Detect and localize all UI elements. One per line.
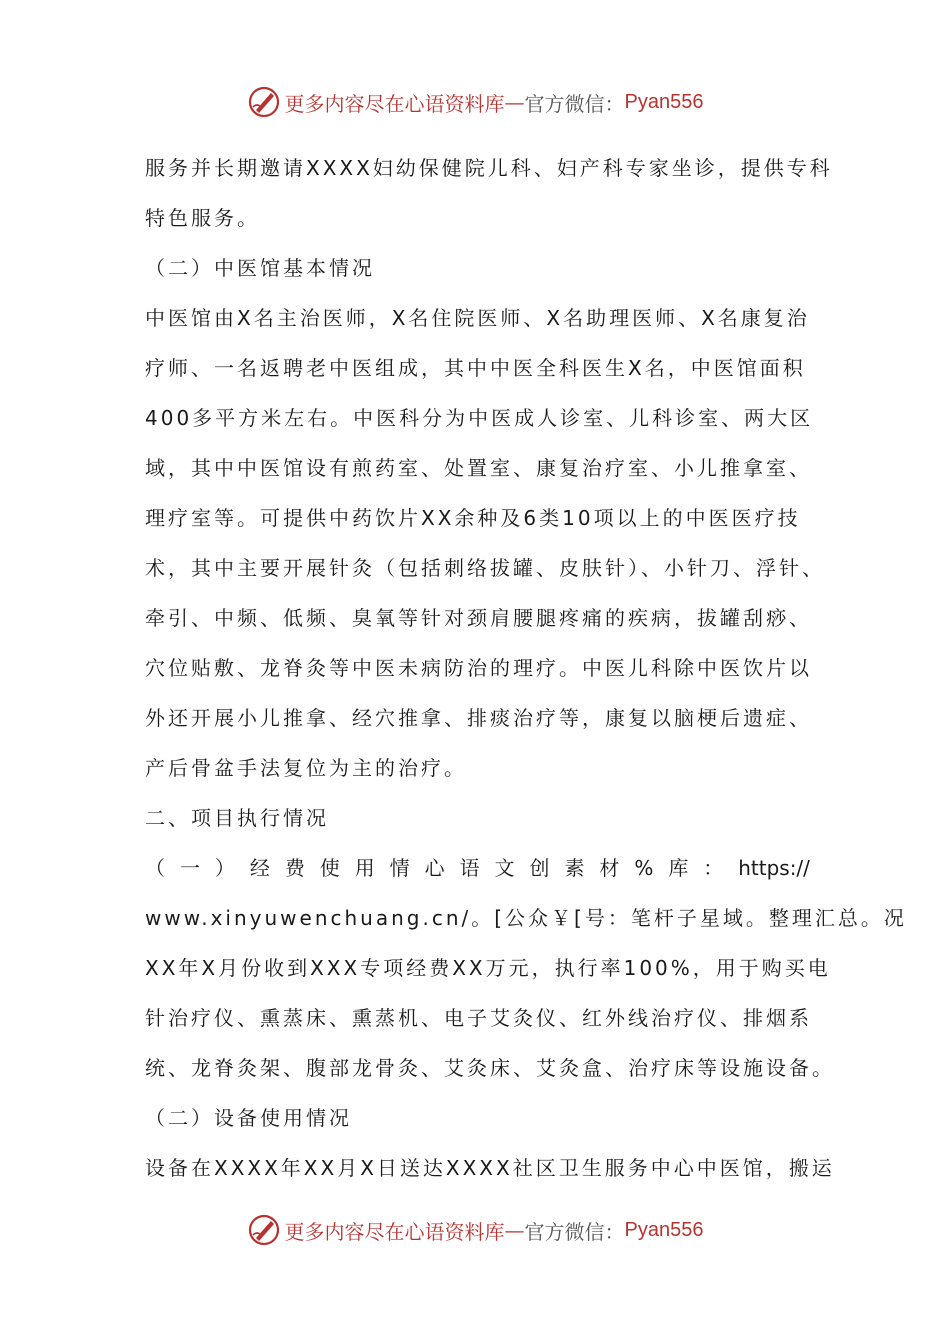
spread-char: 库 — [668, 856, 689, 880]
pen-logo-icon — [247, 85, 281, 119]
spread-url[interactable]: https:// — [738, 856, 810, 880]
footer-banner — [0, 1210, 950, 1250]
header-dash: — — [504, 90, 525, 114]
body-line: 产后骨盆手法复位为主的治疗。 — [145, 756, 467, 780]
footer-official: 官方微信： — [524, 1219, 625, 1244]
header-brand: 更多内容尽在心语资料库 — [284, 91, 505, 116]
body-line: 400多平方米左右。中医科分为中医成人诊室、儿科诊室、两大区 — [145, 406, 814, 430]
header-official: 官方微信： — [524, 91, 625, 116]
document-body — [145, 150, 907, 1200]
spread-char: 情 — [389, 856, 410, 880]
body-line: 穴位贴敷、龙脊灸等中医未病防治的理疗。中医儿科除中医饮片以 — [145, 656, 812, 680]
body-line: 针治疗仪、熏蒸床、熏蒸机、电子艾灸仪、红外线治疗仪、排烟系 — [145, 1006, 812, 1030]
section-heading: 二、项目执行情况 — [145, 806, 329, 830]
spread-char: 费 — [284, 856, 305, 880]
body-line: 理疗室等。可提供中药饮片XX余种及6类10项以上的中医医疗技 — [145, 506, 801, 530]
footer-dash: — — [504, 1218, 525, 1242]
pen-logo-icon — [247, 1213, 281, 1247]
body-line: 中医馆由X名主治医师，X名住院医师、X名助理医师、X名康复治 — [145, 306, 810, 330]
spread-char: 创 — [529, 856, 550, 880]
header-banner — [0, 82, 950, 122]
spread-char: ： — [703, 856, 724, 880]
spread-char: 文 — [494, 856, 515, 880]
spread-line — [145, 850, 810, 900]
footer-wechat-id: Pyan556 — [624, 1218, 704, 1241]
body-line: 域，其中中医馆设有煎药室、处置室、康复治疗室、小儿推拿室、 — [145, 456, 812, 480]
spread-char: 使 — [319, 856, 340, 880]
url-line: www.xinyuwenchuang.cn/。[公众￥[号：笔杆子星域。整理汇总。况 — [145, 906, 907, 930]
spread-char: 心 — [424, 856, 445, 880]
spread-char: 材 — [599, 856, 620, 880]
spread-char: 一 — [179, 856, 200, 880]
footer-brand: 更多内容尽在心语资料库 — [284, 1219, 505, 1244]
header-wechat-id: Pyan556 — [624, 90, 704, 113]
spread-char: ） — [214, 856, 235, 880]
body-line: 疗师、一名返聘老中医组成，其中中医全科医生X名，中医馆面积 — [145, 356, 806, 380]
body-line: 牵引、中频、低频、臭氧等针对颈肩腰腿疼痛的疾病，拔罐刮痧、 — [145, 606, 812, 630]
spread-char: （ — [145, 856, 165, 880]
body-line: XX年X月份收到XXX专项经费XX万元，执行率100%，用于购买电 — [145, 956, 831, 980]
body-line: 特色服务。 — [145, 206, 260, 230]
body-line: 设备在XXXX年XX月X日送达XXXX社区卫生服务中心中医馆，搬运 — [145, 1156, 835, 1180]
body-line: 外还开展小儿推拿、经穴推拿、排痰治疗等，康复以脑梗后遗症、 — [145, 706, 812, 730]
spread-char: 素 — [564, 856, 585, 880]
body-line: 术，其中主要开展针灸（包括刺络拔罐、皮肤针）、小针刀、浮针、 — [145, 556, 825, 580]
spread-char: % — [634, 856, 654, 880]
spread-char: 语 — [459, 856, 480, 880]
section-heading: （二）中医馆基本情况 — [145, 256, 375, 280]
section-heading: （二）设备使用情况 — [145, 1106, 352, 1130]
body-line: 统、龙脊灸架、腹部龙骨灸、艾灸床、艾灸盒、治疗床等设施设备。 — [145, 1056, 835, 1080]
spread-char: 经 — [249, 856, 270, 880]
body-line: 服务并长期邀请XXXX妇幼保健院儿科、妇产科专家坐诊，提供专科 — [145, 156, 833, 180]
spread-char: 用 — [354, 856, 375, 880]
